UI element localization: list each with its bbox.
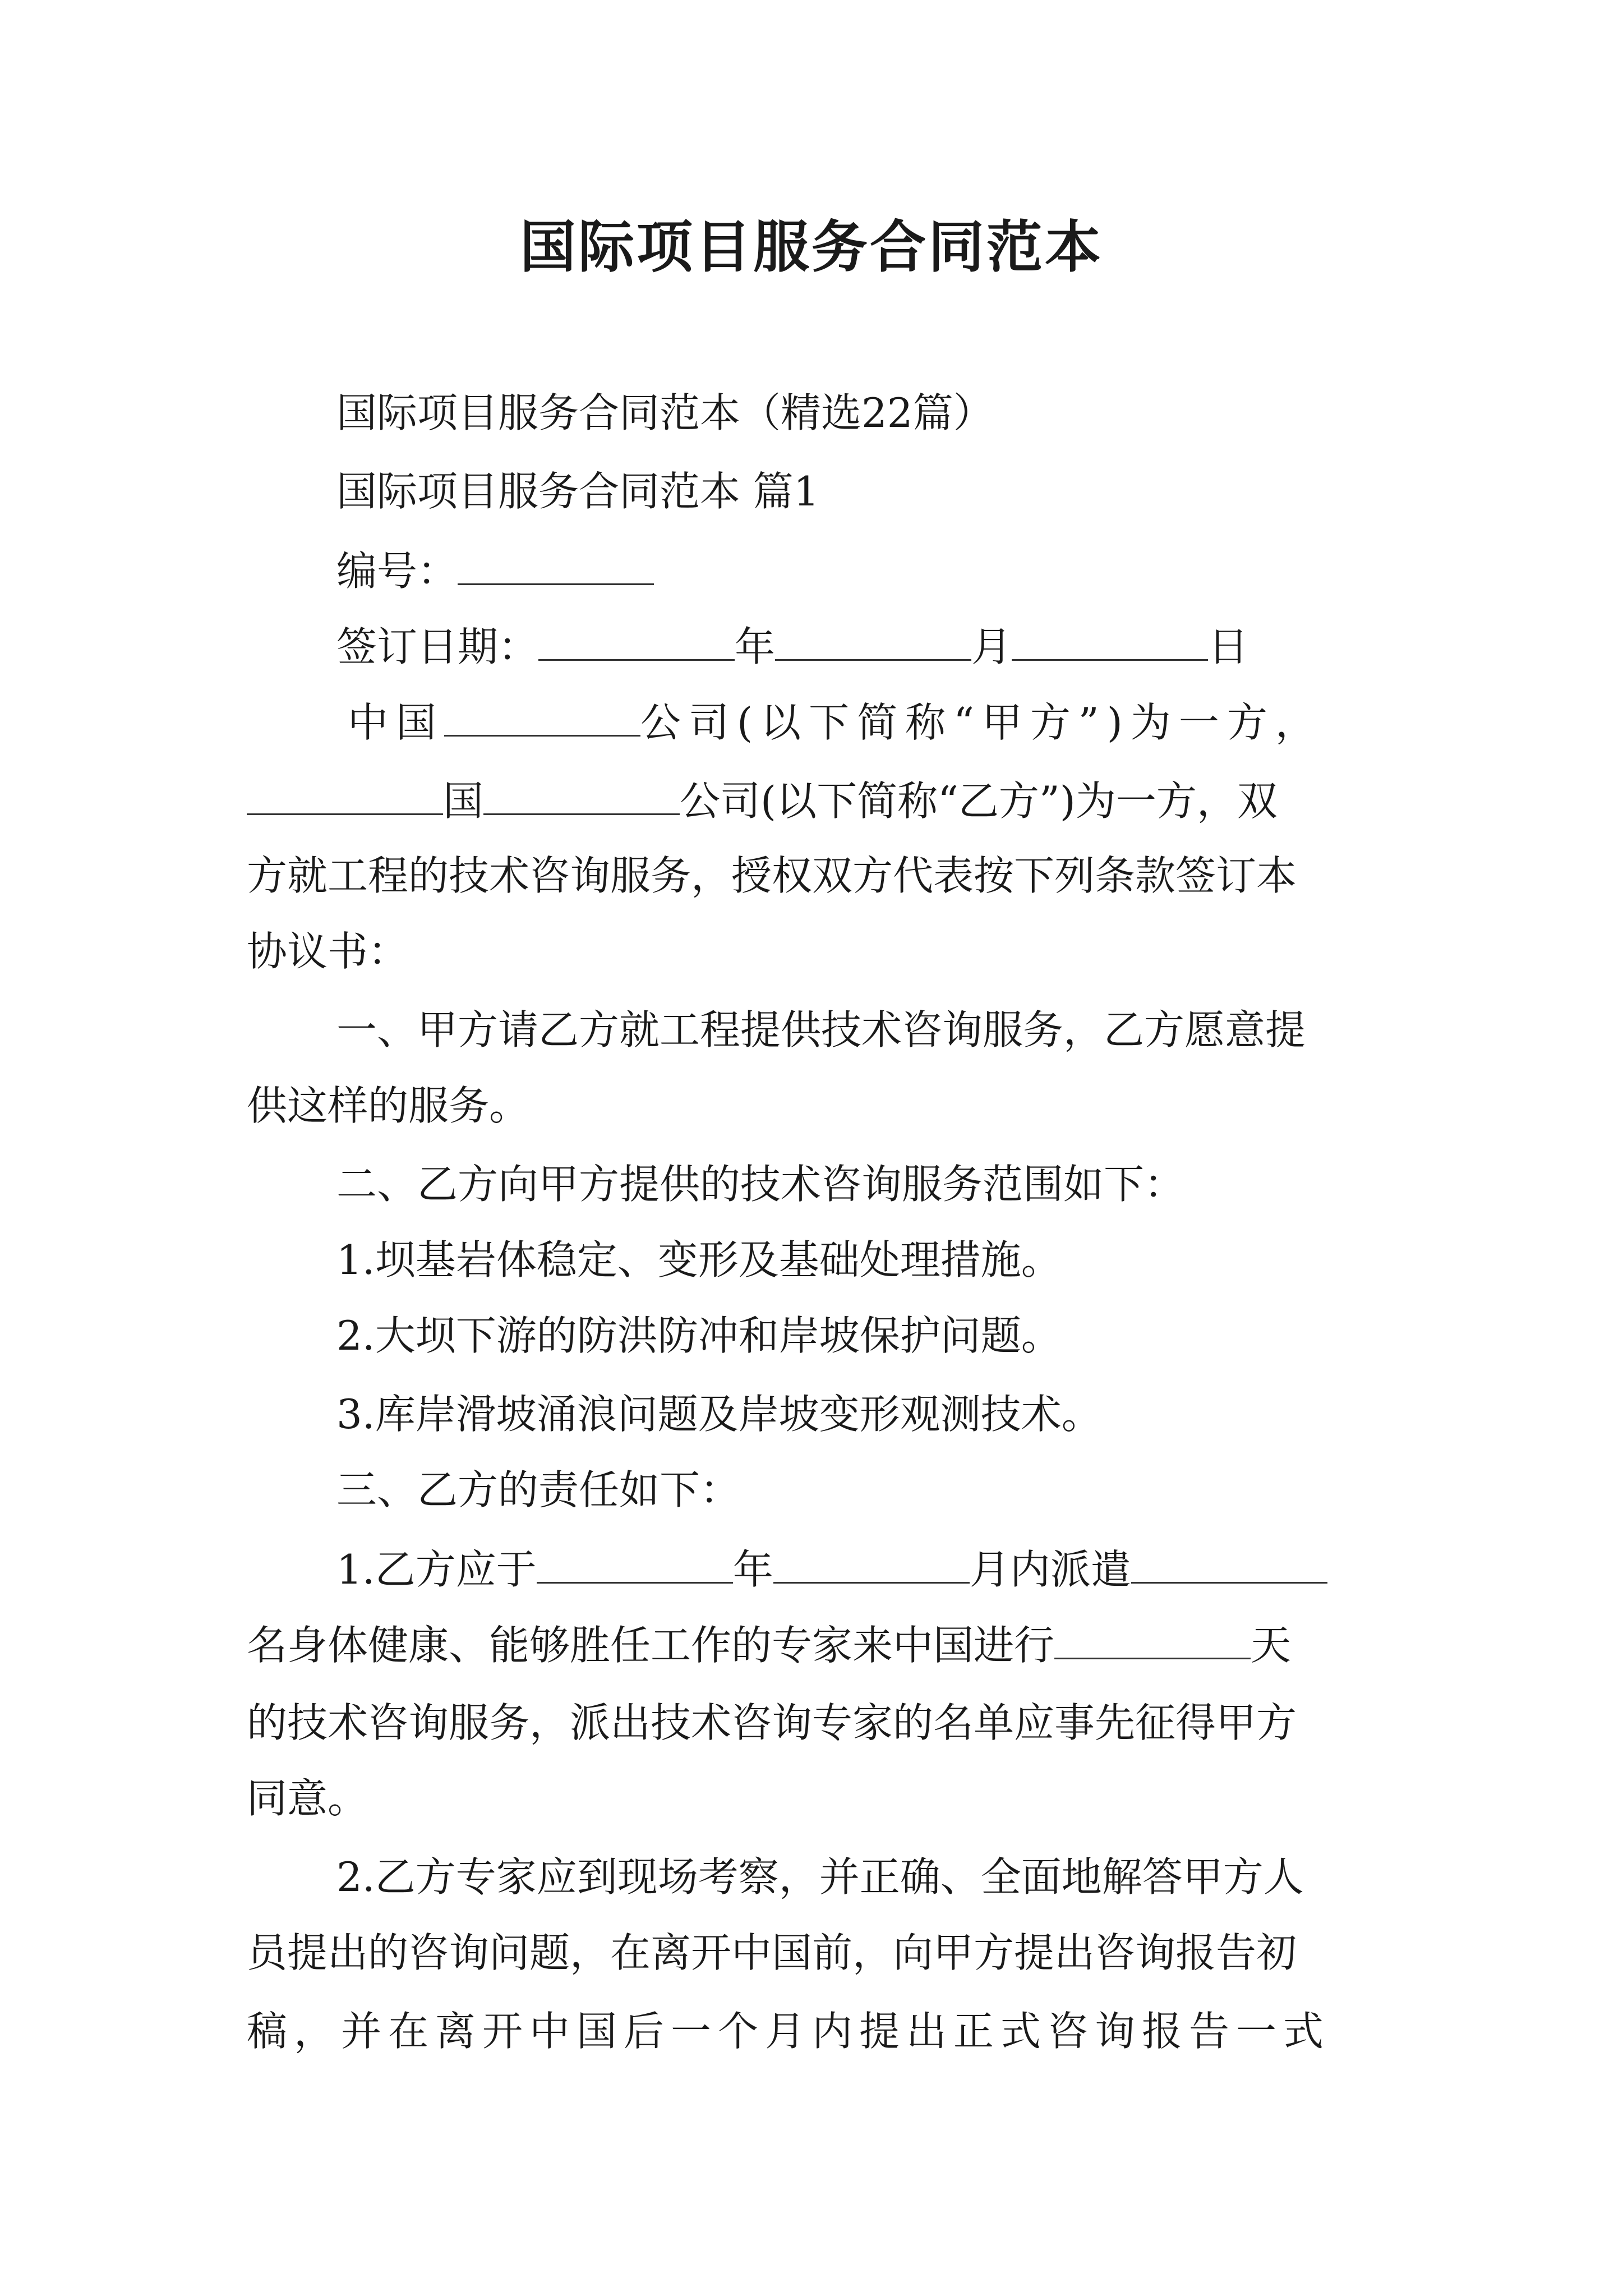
duty-2-line-3: 稿，并在离开中国后一个月内提出正式咨询报告一式 [247,2008,1331,2055]
subtitle: 国际项目服务合同范本（精选22篇） [336,389,994,436]
party-b-suffix: 公司(以下简称“乙方”)为一方，双 [680,777,1278,825]
date-month-blank [775,625,971,661]
party-b-mid: 国 [443,777,484,825]
duty-1-year: 年 [732,1546,773,1593]
clause-2-heading: 二、乙方向甲方提供的技术咨询服务范围如下： [336,1161,1185,1208]
party-b-company-blank [483,780,680,815]
duty-1-line-3: 的技术咨询服务，派出技术咨询专家的名单应事先征得甲方 [247,1699,1297,1746]
date-day-label: 日 [1208,623,1249,670]
number-row [336,547,654,595]
date-day-blank [1012,625,1208,661]
scope-item: 1.坝基岩体稳定、变形及基础处理措施。 [336,1236,1062,1283]
clause-3-heading: 三、乙方的责任如下： [336,1466,741,1513]
section-heading: 国际项目服务合同范本 篇1 [336,468,819,515]
document-title: 国际项目服务合同范本 [520,214,1103,280]
date-year-blank [538,625,735,661]
party-a-blank [444,701,640,737]
scope-item: 2.大坝下游的防洪防冲和岸坡保护问题。 [336,1312,1062,1359]
date-year-label: 年 [735,623,776,670]
party-a-prefix: 中国 [348,699,445,746]
duty-2-line-2: 员提出的咨询问题，在离开中国前，向甲方提出咨询报告初 [247,1929,1297,1976]
intro-line-3: 协议书： [247,928,409,975]
duty-1-year-blank [537,1548,733,1584]
duty-1-line-1 [336,1546,1327,1593]
duty-1-line-2-prefix: 名身体健康、能够胜任工作的专家来中国进行 [247,1622,1055,1669]
date-month-label: 月 [971,623,1012,670]
number-label: 编号： [336,547,458,595]
duty-2-line-1: 2.乙方专家应到现场考察，并正确、全面地解答甲方人 [336,1853,1304,1901]
date-row [336,623,1249,670]
scope-item: 3.库岸滑坡涌浪问题及岸坡变形观测技术。 [336,1391,1102,1438]
duty-1-line-4: 同意。 [247,1775,368,1822]
date-label: 签订日期： [336,623,539,670]
duty-1-line-2-suffix: 天 [1251,1622,1292,1669]
duty-1-month: 月内派遣 [969,1546,1131,1593]
party-a-line [348,699,1324,746]
party-a-suffix: 公司(以下简称“甲方”)为一方， [640,699,1324,746]
duty-1-days-blank [1054,1624,1251,1659]
duty-1-line-2 [247,1622,1292,1669]
party-b-line [247,777,1278,825]
duty-1-count-blank [1131,1548,1327,1584]
duty-1-month-blank [773,1548,970,1584]
duty-1-prefix: 1.乙方应于 [336,1546,537,1593]
intro-line-2: 方就工程的技术咨询服务，授权双方代表按下列条款签订本 [247,852,1297,899]
clause-1-line-2: 供这样的服务。 [247,1082,530,1129]
party-b-country-blank [247,780,443,815]
number-blank [458,550,654,585]
clause-1-line-1: 一、甲方请乙方就工程提供技术咨询服务，乙方愿意提 [336,1006,1306,1053]
